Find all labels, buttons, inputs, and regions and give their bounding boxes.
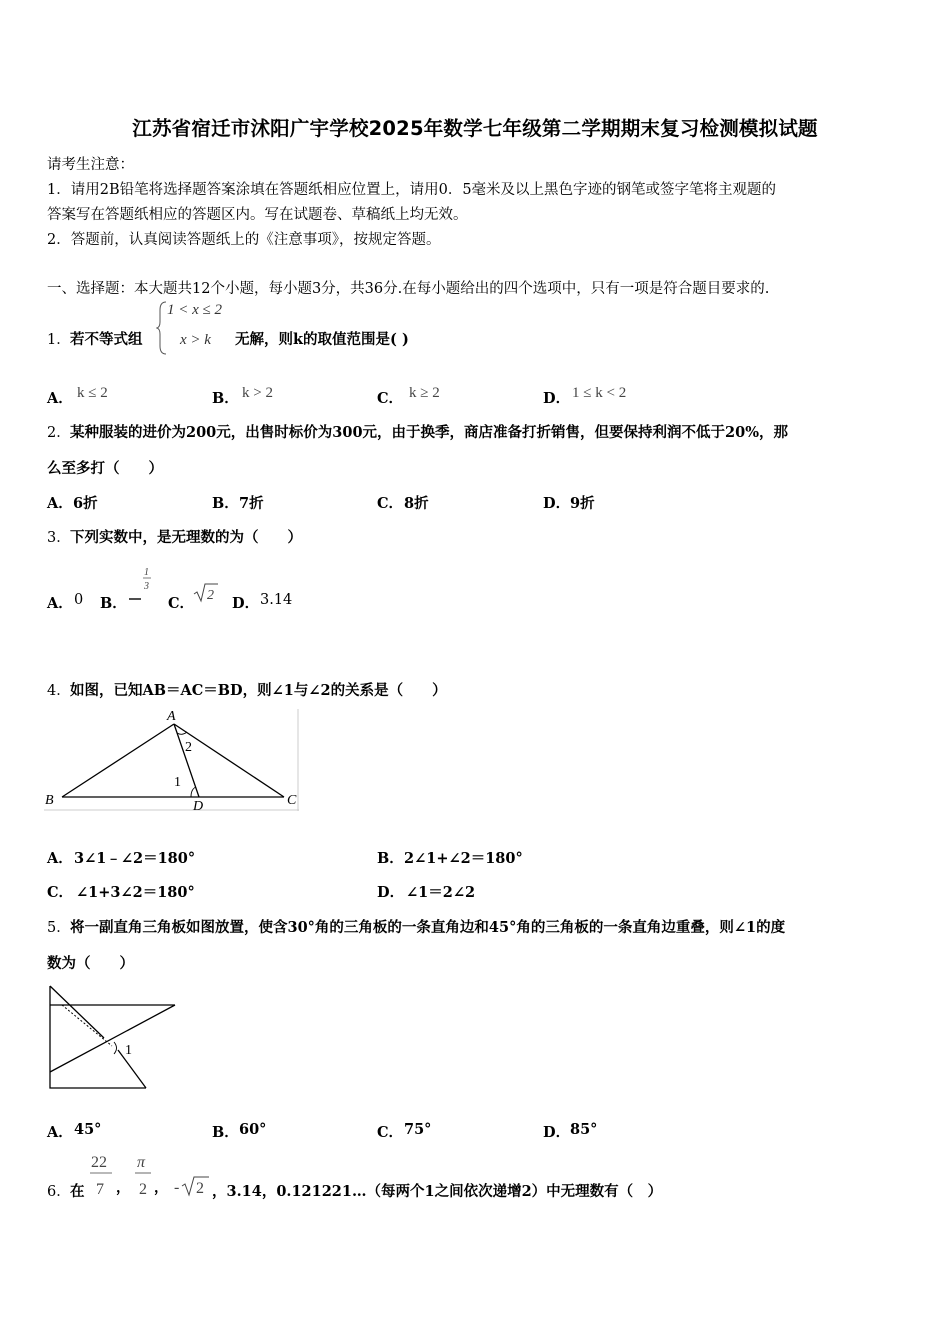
- label-angle-1: 1: [174, 775, 181, 790]
- q4-triangle-figure: [44, 707, 300, 813]
- notice-line-1: 1．请用2B铅笔将选择题答案涂填在答题纸相应位置上，请用0．5毫米及以上黑色字迹的钢笔或签字笔将主观题的: [47, 182, 777, 198]
- q6-suffix: ，3.14，0.121221…（每两个1之间依次递增2）中无理数有（ ）: [212, 1183, 663, 1200]
- q6-expressions: [88, 1150, 228, 1202]
- q4-option-d[interactable]: ∠1＝2∠2: [406, 884, 476, 901]
- q1-inequality-2: x > k: [180, 332, 211, 348]
- svg-text:，: ，: [154, 1181, 168, 1196]
- notice-line-2: 2．答题前，认真阅读答题纸上的《注意事项》，按规定答题。: [47, 232, 441, 248]
- q3-option-d[interactable]: 3.14: [260, 592, 293, 608]
- q6-fraction-1-denominator: 7: [96, 1181, 104, 1198]
- q1-option-d-label[interactable]: D．: [543, 390, 571, 407]
- notice-heading: 请考生注意：: [47, 157, 134, 173]
- q2-option-d[interactable]: 9折: [570, 495, 595, 512]
- q1-inequality-1: 1 < x ≤ 2: [167, 302, 223, 318]
- q6-fraction-1-numerator: 22: [91, 1154, 107, 1171]
- q4-option-d-label[interactable]: D．: [377, 884, 405, 901]
- q3-option-b-numerator: 1: [144, 567, 149, 578]
- q2-option-c-label[interactable]: C．: [377, 495, 404, 512]
- q5-option-a[interactable]: 45°: [74, 1121, 102, 1138]
- q1-option-a-label[interactable]: A．: [47, 390, 73, 407]
- q5-line-2: 数为（ ）: [47, 955, 134, 972]
- q5-option-a-label[interactable]: A．: [47, 1124, 73, 1141]
- q4-text: 如图，已知AB＝AC＝BD，则∠1与∠2的关系是（ ）: [70, 682, 447, 699]
- q4-option-a[interactable]: 3∠1﹣∠2＝180°: [74, 850, 196, 867]
- label-angle-1: 1: [125, 1043, 132, 1058]
- q3-option-c-radicand: 2: [207, 588, 214, 603]
- q2-number: 2．: [47, 425, 71, 441]
- q4-number: 4．: [47, 683, 71, 699]
- q3-option-a-label[interactable]: A．: [47, 595, 73, 612]
- q2-line-2: 么至多打（ ）: [47, 460, 163, 477]
- q1-option-a[interactable]: k ≤ 2: [77, 385, 108, 401]
- page-title: 江苏省宿迁市沭阳广宇学校2025年数学七年级第二学期期末复习检测模拟试题: [132, 117, 818, 140]
- q2-option-d-label[interactable]: D．: [543, 495, 571, 512]
- angle-1-arc: [114, 1042, 117, 1054]
- q1-option-d[interactable]: 1 ≤ k < 2: [572, 385, 627, 401]
- q1-option-b[interactable]: k > 2: [242, 385, 273, 401]
- q5-option-c-label[interactable]: C．: [377, 1124, 404, 1141]
- q4-option-b-label[interactable]: B．: [377, 850, 404, 867]
- q3-option-a[interactable]: 0: [74, 592, 84, 608]
- q6-number: 6．: [47, 1184, 71, 1200]
- q4-option-a-label[interactable]: A．: [47, 850, 73, 867]
- q2-option-c[interactable]: 8折: [404, 495, 429, 512]
- q5-option-b-label[interactable]: B．: [212, 1124, 239, 1141]
- label-d: D: [193, 799, 204, 813]
- label-angle-2: 2: [185, 740, 192, 755]
- label-a: A: [167, 709, 176, 724]
- q2-line-1: 某种服装的进价为200元，出售时标价为300元，由于换季，商店准备打折销售，但要保持利润不低于20%，那: [70, 424, 788, 441]
- q5-option-c[interactable]: 75°: [404, 1121, 432, 1138]
- angle-1-arc: [191, 787, 196, 797]
- q5-option-d[interactable]: 85°: [570, 1121, 598, 1138]
- q4-option-c-label[interactable]: C．: [47, 884, 74, 901]
- q3-option-b-denominator: 3: [144, 581, 149, 592]
- q6-negative-sign: -: [174, 1179, 180, 1196]
- q5-set-squares-figure: [44, 982, 184, 1094]
- q1-option-b-label[interactable]: B．: [212, 390, 239, 407]
- q3-number: 3．: [47, 530, 71, 546]
- q1-option-c[interactable]: k ≥ 2: [409, 385, 440, 401]
- notice-line-1b: 答案写在答题纸相应的答题区内。写在试题卷、草稿纸上均无效。: [47, 207, 468, 223]
- q4-option-c[interactable]: ∠1+3∠2＝180°: [76, 884, 195, 901]
- q2-option-b-label[interactable]: B．: [212, 495, 239, 512]
- q3-option-c[interactable]: [193, 582, 219, 604]
- q4-option-b[interactable]: 2∠1+∠2＝180°: [404, 850, 523, 867]
- q2-option-b[interactable]: 7折: [239, 495, 264, 512]
- q3-text: 下列实数中，是无理数的为（ ）: [70, 529, 302, 546]
- q1-suffix: 无解，则k的取值范围是( ): [235, 331, 409, 348]
- segment-ac: [174, 724, 284, 797]
- q5-option-b[interactable]: 60°: [239, 1121, 267, 1138]
- label-c: C: [287, 793, 297, 808]
- q6-fraction-2-denominator: 2: [139, 1181, 147, 1198]
- q3-option-b-label[interactable]: B．: [100, 595, 127, 612]
- section-heading: 一、选择题：本大题共12个小题，每小题3分，共36分.在每小题给出的四个选项中，只有一项是符合题目要求的.: [47, 281, 770, 297]
- label-b: B: [45, 793, 54, 808]
- q5-option-d-label[interactable]: D．: [543, 1124, 571, 1141]
- segment-ab: [62, 724, 174, 797]
- q6-sqrt-radicand: 2: [196, 1180, 204, 1197]
- q2-option-a[interactable]: 6折: [73, 495, 98, 512]
- q3-option-d-label[interactable]: D．: [232, 595, 260, 612]
- q3-option-c-label[interactable]: C．: [168, 595, 195, 612]
- q1-number: 1．: [47, 332, 71, 348]
- q3-option-b[interactable]: [127, 565, 155, 605]
- q1-option-c-label[interactable]: C．: [377, 390, 404, 407]
- q6-prefix: 在: [70, 1183, 85, 1200]
- q1-prefix: 若不等式组: [70, 331, 143, 348]
- svg-text:，: ，: [116, 1181, 130, 1196]
- q2-option-a-label[interactable]: A．: [47, 495, 73, 512]
- q5-number: 5．: [47, 920, 71, 936]
- q6-fraction-2-numerator: π: [137, 1154, 146, 1171]
- q5-line-1: 将一副直角三角板如图放置，使含30°角的三角板的一条直角边和45°角的三角板的一条直角边重叠，则∠1的度: [70, 919, 786, 936]
